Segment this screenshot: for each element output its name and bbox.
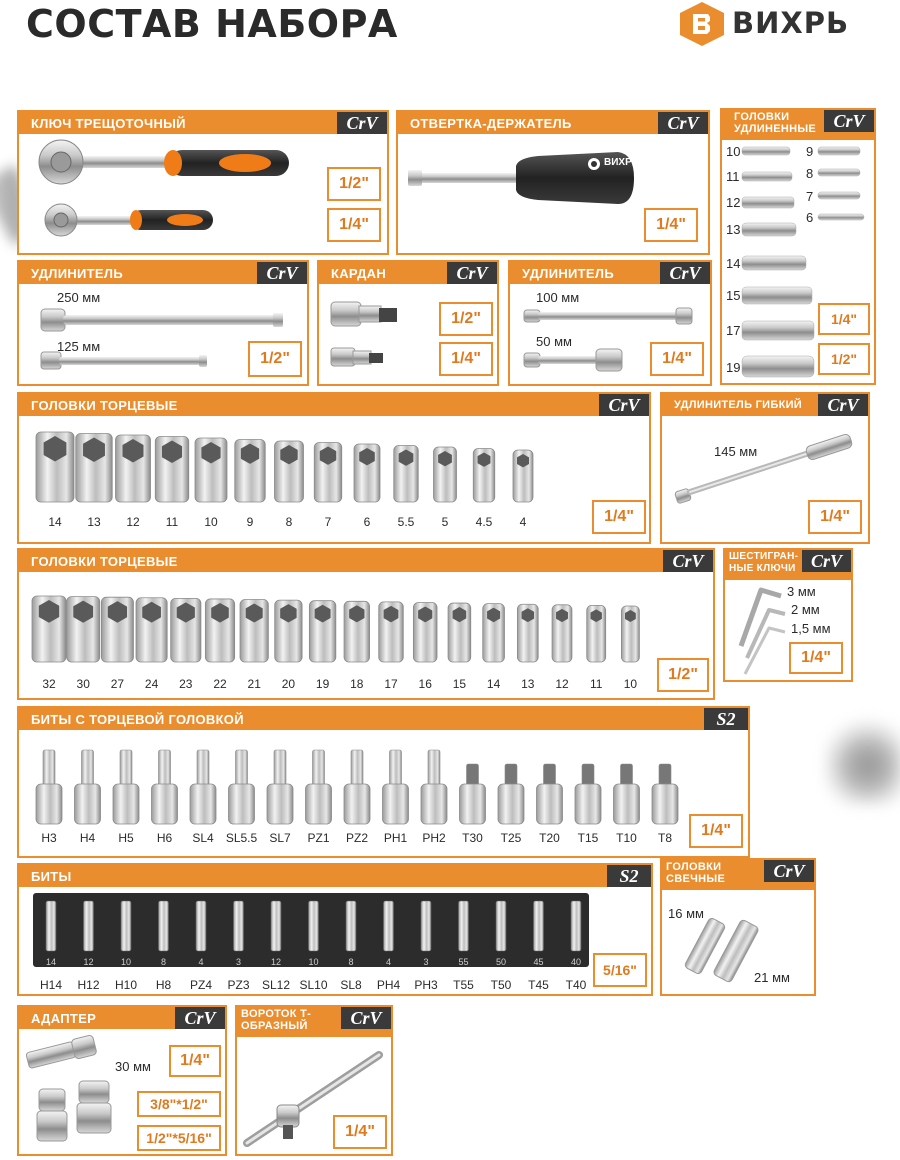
bit-sockets-panel	[17, 706, 750, 858]
bits-title: БИТЫ	[31, 869, 72, 884]
bit-rail-mark: 3	[423, 957, 429, 967]
deep-socket-label: 19	[726, 360, 741, 375]
bit-label: PH3	[414, 978, 438, 992]
bit-socket-SL4	[190, 750, 216, 824]
deep-sockets-size-quarter: 1/4"	[818, 303, 870, 335]
bit-sockets-size: 1/4"	[689, 814, 743, 848]
bit-sockets-illustration	[19, 708, 752, 860]
bit-socket-T8	[652, 764, 678, 824]
screwdriver-panel	[396, 110, 710, 255]
socket-half-20	[275, 600, 302, 662]
hex-key-3mm	[741, 590, 781, 646]
socket-half-label: 20	[281, 677, 296, 691]
screwdriver-material-badge: CrV	[658, 112, 708, 134]
socket-quarter-5	[434, 447, 457, 502]
bit-rail-mark: 12	[83, 957, 94, 967]
ratchet-material-badge: CrV	[337, 112, 387, 134]
deep-socket-label: 9	[806, 144, 814, 159]
extension-small-size: 1/4"	[650, 342, 704, 376]
bit-PH4	[384, 901, 394, 951]
bit-T40	[571, 901, 581, 951]
socket-half-11	[587, 605, 606, 662]
screwdriver-size: 1/4"	[644, 208, 698, 242]
screwdriver-illustration	[398, 112, 648, 257]
bit-rail-mark: 8	[348, 957, 354, 967]
socket-quarter-14	[36, 432, 74, 502]
deep-socket-14	[742, 256, 806, 270]
socket-half-label: 16	[418, 677, 432, 691]
bit-rail-mark: 4	[198, 957, 204, 967]
bits-illustration	[19, 865, 655, 998]
ratchet-title: КЛЮЧ ТРЕЩОТОЧНЫЙ	[31, 116, 186, 131]
socket-quarter-label: 7	[324, 515, 332, 529]
bit-socket-label: T15	[577, 831, 599, 845]
bit-rail-mark: 55	[458, 957, 469, 967]
socket-half-14	[483, 604, 505, 662]
socket-half-12	[552, 605, 572, 662]
socket-half-label: 21	[247, 677, 261, 691]
socket-quarter-label: 4	[519, 515, 527, 529]
bit-socket-label: T30	[462, 831, 483, 845]
bit-socket-label: SL4	[192, 831, 214, 845]
ratchet-large	[39, 140, 289, 184]
t-handle-panel	[235, 1005, 393, 1156]
bit-socket-SL7	[267, 750, 293, 824]
socket-half-19	[309, 601, 335, 662]
extension-small-title: УДЛИНИТЕЛЬ	[522, 266, 614, 281]
deep-socket-label: 8	[806, 166, 814, 181]
bit-label: SL8	[340, 978, 362, 992]
bit-socket-H6	[152, 750, 178, 824]
ratchet-size-half: 1/2"	[327, 167, 381, 201]
socket-half-13	[517, 604, 538, 662]
deep-socket-7	[818, 192, 860, 199]
socket-half-label: 23	[179, 677, 193, 691]
spark-sockets-material-badge: CrV	[764, 860, 814, 882]
bit-SL10	[309, 901, 319, 951]
bit-socket-label: H3	[41, 831, 57, 845]
extension-large-size: 1/2"	[248, 341, 302, 377]
extension-100mm	[524, 308, 692, 324]
cardan-title: КАРДАН	[331, 266, 387, 281]
bit-T45	[534, 901, 544, 951]
hex-key-length-2: 2 мм	[791, 602, 820, 617]
socket-half-label: 32	[42, 677, 56, 691]
deep-socket-17	[742, 321, 814, 340]
bit-socket-T30	[460, 764, 486, 824]
bit-sockets-title: БИТЫ С ТОРЦЕВОЙ ГОЛОВКОЙ	[31, 712, 244, 727]
bit-socket-label: H6	[156, 831, 173, 845]
extension-large-panel	[17, 260, 309, 386]
socket-half-label: 22	[213, 677, 227, 691]
bit-H8	[159, 901, 169, 951]
sockets-half-size: 1/2"	[657, 658, 709, 692]
socket-quarter-label: 13	[87, 515, 101, 529]
deep-socket-15	[742, 287, 812, 304]
bits-material-badge: S2	[607, 865, 651, 887]
spark-sockets-illustration	[662, 860, 818, 998]
bit-label: H8	[155, 978, 172, 992]
bit-PH3	[421, 901, 431, 951]
extension-250mm	[41, 309, 283, 331]
bit-label: SL10	[299, 978, 328, 992]
socket-quarter-9	[235, 440, 266, 503]
extension-length-50: 50 мм	[536, 334, 572, 349]
brand-logo-icon	[676, 0, 728, 48]
socket-half-label: 19	[315, 677, 330, 691]
deep-socket-label: 14	[726, 256, 741, 271]
deep-sockets-title: ГОЛОВКИ УДЛИНЕННЫЕ	[734, 111, 817, 135]
flex-extension-size: 1/4"	[808, 500, 862, 534]
sockets-quarter-panel	[17, 392, 651, 544]
socket-quarter-4	[513, 450, 533, 502]
extension-length-100: 100 мм	[536, 290, 580, 305]
extension-small-material-badge: CrV	[660, 262, 710, 284]
ratchet-size-quarter: 1/4"	[327, 208, 381, 242]
sockets-half-illustration	[19, 550, 717, 702]
socket-quarter-label: 9	[246, 515, 254, 529]
ratchet-panel	[17, 110, 389, 255]
socket-quarter-label: 4.5	[475, 515, 493, 529]
bit-SL8	[346, 901, 356, 951]
socket-half-24	[136, 598, 167, 662]
socket-half-label: 17	[384, 677, 398, 691]
bit-socket-T15	[575, 764, 601, 824]
deep-socket-9	[818, 147, 860, 155]
socket-quarter-label: 6	[363, 515, 371, 529]
bit-socket-label: SL5.5	[225, 831, 258, 845]
bit-socket-T20	[537, 764, 563, 824]
socket-quarter-7	[314, 443, 342, 503]
sockets-quarter-title: ГОЛОВКИ ТОРЦЕВЫЕ	[31, 398, 178, 413]
socket-half-label: 12	[555, 677, 569, 691]
socket-half-label: 10	[623, 677, 638, 691]
adapter-title: АДАПТЕР	[31, 1011, 97, 1026]
bit-label: T45	[528, 978, 549, 992]
bit-socket-PZ2	[344, 750, 370, 824]
bits-size: 5/16"	[593, 953, 647, 987]
bit-socket-label: T8	[657, 831, 673, 845]
socket-half-16	[413, 602, 437, 662]
extension-length-250: 250 мм	[57, 290, 101, 305]
bit-label: PZ3	[227, 978, 250, 992]
socket-half-22	[205, 599, 234, 662]
bit-PZ3	[234, 901, 244, 951]
deep-socket-12	[742, 197, 794, 208]
cardan-illustration	[319, 262, 439, 388]
bit-rail-mark: 40	[570, 957, 582, 967]
bit-sockets-material-badge: S2	[704, 708, 748, 730]
socket-half-32	[32, 596, 66, 662]
socket-quarter-10	[195, 438, 227, 502]
deep-socket-label: 17	[726, 323, 741, 338]
bit-label: T40	[565, 978, 587, 992]
bit-socket-H5	[113, 750, 139, 824]
blurred-socket-decoration-right	[824, 716, 900, 806]
deep-socket-label: 13	[726, 222, 741, 237]
hex-key-length-1-5: 1,5 мм	[791, 621, 831, 636]
spark-socket-length-16: 16 мм	[668, 906, 704, 921]
adapter-material-badge: CrV	[175, 1007, 225, 1029]
bit-socket-label: H4	[79, 831, 96, 845]
bit-label: H14	[39, 978, 63, 992]
bit-label: T50	[490, 978, 512, 992]
hex-keys-material-badge: CrV	[802, 550, 851, 572]
bit-H10	[121, 901, 131, 951]
flex-extension-title: УДЛИНИТЕЛЬ ГИБКИЙ	[674, 399, 803, 411]
deep-socket-8	[818, 169, 860, 176]
bit-rail-mark: 8	[160, 957, 167, 967]
hex-key-length-3: 3 мм	[787, 584, 816, 599]
cardan-size-quarter: 1/4"	[439, 342, 493, 376]
bit-socket-label: SL7	[269, 831, 291, 845]
bit-socket-SL5-5	[229, 750, 255, 824]
cardan-size-half: 1/2"	[439, 302, 493, 336]
socket-half-label: 15	[452, 677, 467, 691]
bit-H12	[84, 901, 94, 951]
sockets-half-material-badge: CrV	[663, 550, 713, 572]
bit-socket-label: PH2	[422, 831, 446, 845]
sockets-half-panel	[17, 548, 715, 700]
bit-socket-label: T25	[500, 831, 522, 845]
adapter-illustration	[19, 1007, 139, 1158]
socket-half-label: 14	[486, 677, 501, 691]
bit-rail-mark: 3	[235, 957, 242, 967]
spark-sockets-title: ГОЛОВКИ СВЕЧНЫЕ	[666, 861, 726, 885]
deep-socket-label: 15	[726, 288, 741, 303]
extension-length-125: 125 мм	[57, 339, 101, 354]
bit-socket-PZ1	[306, 750, 332, 824]
bit-label: H10	[114, 978, 138, 992]
adapter-3-8-to-1-2	[37, 1089, 67, 1141]
deep-sockets-panel	[720, 108, 876, 385]
extension-125mm	[41, 352, 207, 369]
socket-quarter-label: 5.5	[397, 515, 415, 529]
bit-socket-PH1	[383, 750, 409, 824]
sockets-quarter-illustration	[19, 394, 653, 546]
socket-quarter-12	[116, 435, 151, 502]
socket-half-18	[344, 601, 370, 662]
socket-half-label: 27	[110, 677, 125, 691]
deep-sockets-size-half: 1/2"	[818, 343, 870, 375]
extension-50mm	[524, 349, 622, 371]
bit-H14	[46, 901, 56, 951]
deep-socket-label: 11	[726, 169, 740, 184]
bit-PZ4	[196, 901, 206, 951]
t-handle-size: 1/4"	[333, 1115, 387, 1149]
bit-socket-label: T10	[616, 831, 637, 845]
bit-socket-label: H5	[118, 831, 134, 845]
socket-quarter-13	[76, 434, 113, 503]
cardan-quarter	[331, 348, 383, 366]
bit-label: SL12	[261, 978, 291, 992]
bit-socket-T10	[614, 764, 640, 824]
bit-label: PH4	[376, 978, 401, 992]
socket-half-10	[621, 606, 639, 662]
socket-quarter-4-5	[473, 449, 495, 503]
brand-logo	[676, 0, 886, 50]
brand-name: ВИХРЬ	[732, 6, 850, 40]
hex-keys-panel	[723, 548, 853, 682]
socket-half-21	[240, 600, 268, 662]
adapter-size-1-2-5-16: 1/2"*5/16"	[137, 1125, 221, 1151]
bit-rail-mark: 14	[45, 957, 57, 967]
ratchet-small	[45, 204, 213, 236]
deep-socket-label: 10	[726, 144, 741, 159]
socket-quarter-label: 14	[48, 515, 62, 529]
bit-socket-H4	[75, 750, 101, 824]
bit-T50	[496, 901, 506, 951]
bit-label: H12	[77, 978, 100, 992]
bit-label: T55	[453, 978, 474, 992]
hex-keys-title: ШЕСТИГРАН-НЫЕ КЛЮЧИ	[729, 551, 799, 574]
page-title: СОСТАВ НАБОРА	[26, 2, 398, 46]
deep-socket-label: 12	[726, 195, 741, 210]
bit-rail-mark: 12	[270, 957, 282, 967]
flex-extension-panel	[660, 392, 870, 544]
cardan-material-badge: CrV	[447, 262, 497, 284]
socket-quarter-label: 10	[204, 515, 218, 529]
socket-half-label: 13	[521, 677, 535, 691]
t-handle-title: ВОРОТОК Т-ОБРАЗНЫЙ	[241, 1008, 312, 1032]
socket-half-label: 18	[350, 677, 364, 691]
flex-extension-length: 145 мм	[714, 444, 758, 459]
socket-quarter-11	[155, 437, 189, 503]
bit-socket-PH2	[421, 750, 447, 824]
deep-sockets-material-badge: CrV	[824, 110, 874, 132]
adapter-length: 30 мм	[115, 1059, 151, 1074]
extension-small-panel	[508, 260, 712, 386]
deep-socket-19	[742, 356, 814, 377]
bit-SL12	[271, 901, 281, 951]
adapter-bit-holder	[26, 1035, 97, 1069]
spark-socket-length-21: 21 мм	[754, 970, 790, 985]
socket-half-15	[448, 603, 471, 662]
deep-socket-label: 6	[806, 210, 814, 225]
bits-panel	[17, 863, 653, 996]
bit-socket-label: T20	[539, 831, 560, 845]
t-handle-material-badge: CrV	[341, 1007, 391, 1029]
adapter-size-quarter: 1/4"	[169, 1045, 221, 1077]
hex-keys-size: 1/4"	[789, 642, 843, 674]
bit-socket-T25	[498, 764, 524, 824]
ratchet-illustration	[19, 112, 319, 257]
socket-quarter-label: 5	[441, 515, 449, 529]
socket-quarter-label: 11	[165, 515, 179, 529]
deep-socket-6	[818, 214, 864, 220]
bit-label: PZ4	[189, 978, 213, 992]
socket-half-17	[379, 602, 404, 662]
screwdriver-title: ОТВЕРТКА-ДЕРЖАТЕЛЬ	[410, 116, 572, 131]
spark-sockets-panel	[660, 858, 816, 996]
cardan-panel	[317, 260, 499, 386]
screwdriver-brand-label: ВИХРЬ	[604, 157, 639, 168]
flex-extension-material-badge: CrV	[818, 394, 868, 416]
adapter-1-2-to-5-16	[77, 1081, 111, 1133]
bit-rail-mark: 10	[120, 957, 132, 967]
bit-rail-mark: 45	[533, 957, 544, 967]
socket-quarter-label: 8	[285, 515, 293, 529]
extension-large-title: УДЛИНИТЕЛЬ	[31, 266, 123, 281]
socket-quarter-5-5	[394, 446, 419, 503]
socket-quarter-6	[354, 444, 380, 502]
bit-T55	[459, 901, 469, 951]
socket-quarter-8	[275, 441, 304, 502]
bit-socket-H3	[36, 750, 62, 824]
socket-half-23	[171, 598, 201, 662]
bit-socket-label: PZ1	[307, 831, 330, 845]
sockets-quarter-material-badge: CrV	[599, 394, 649, 416]
bit-socket-label: PZ2	[345, 831, 369, 845]
extension-large-material-badge: CrV	[257, 262, 307, 284]
bit-rail-mark: 4	[385, 957, 392, 967]
sockets-half-title: ГОЛОВКИ ТОРЦЕВЫЕ	[31, 554, 178, 569]
socket-half-label: 24	[144, 677, 159, 691]
adapter-panel	[17, 1005, 227, 1156]
deep-socket-13	[742, 223, 796, 236]
sockets-quarter-size: 1/4"	[592, 500, 646, 534]
bit-rail-mark: 50	[495, 957, 507, 967]
deep-socket-label: 7	[806, 189, 814, 204]
adapter-size-3-8-1-2: 3/8"*1/2"	[137, 1091, 221, 1117]
socket-half-label: 30	[76, 677, 90, 691]
bit-rail-mark: 10	[308, 957, 319, 967]
socket-half-27	[101, 597, 133, 662]
deep-socket-10	[742, 147, 790, 155]
socket-quarter-label: 12	[126, 515, 140, 529]
socket-half-label: 11	[589, 677, 603, 691]
cardan-half	[331, 302, 397, 326]
bit-socket-label: PH1	[383, 831, 408, 845]
deep-socket-11	[742, 172, 792, 181]
socket-half-30	[67, 597, 100, 662]
